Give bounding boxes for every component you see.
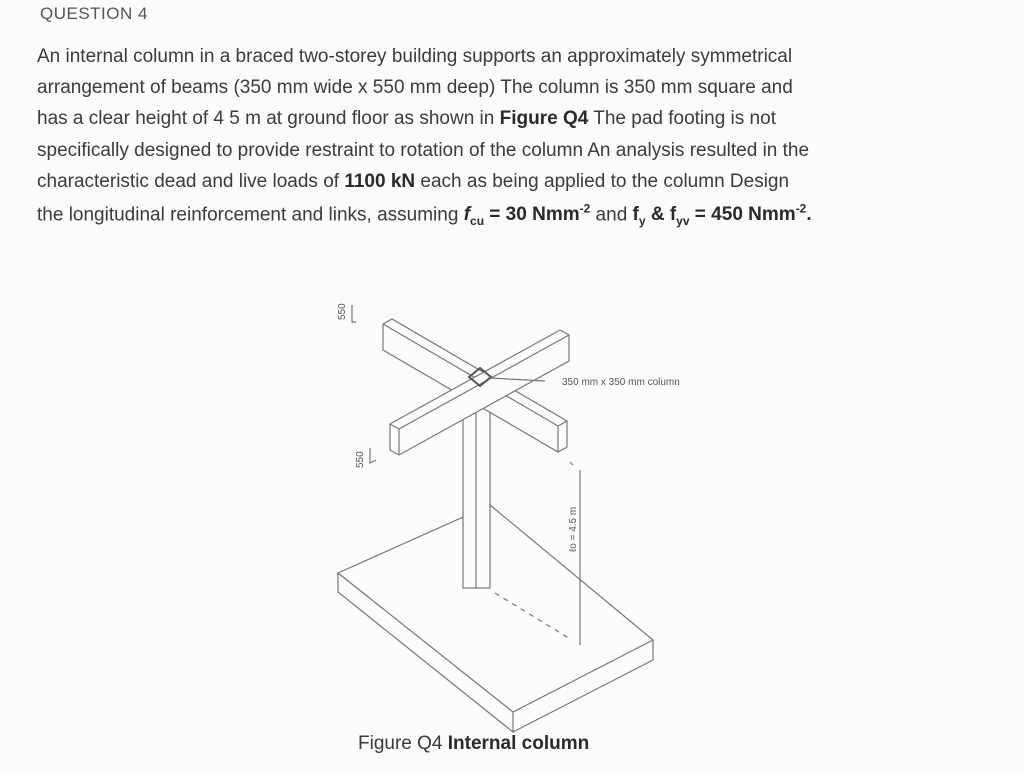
depth-tick-top	[352, 305, 356, 322]
fy-symbol: f	[632, 204, 639, 226]
clear-height-label: ℓo = 4.5 m	[568, 506, 579, 552]
text: characteristic dead and live loads of	[37, 171, 345, 192]
text-line-4: specifically designed to provide restraint to rotation of the column An analysis resulted in the	[37, 140, 810, 161]
depth-tick-bottom	[370, 448, 376, 463]
fyv-subscript: yv	[676, 214, 690, 229]
text: and	[590, 204, 633, 226]
fcu-number: = 30 Nmm	[484, 204, 580, 226]
text: The pad footing is not	[588, 108, 776, 129]
caption-ref: Figure Q4	[358, 733, 443, 754]
fy-subscript: y	[638, 214, 646, 229]
beam-depth-label-bottom: 550	[355, 451, 366, 468]
fcu-subscript: cu	[470, 214, 485, 229]
fyv-number: = 450 Nmm	[689, 204, 796, 226]
beam-depth-label-top: 550	[337, 303, 348, 320]
load-value: 1100 kN	[344, 171, 416, 192]
figure-reference: Figure Q4	[499, 108, 589, 129]
pad-footing	[338, 505, 653, 732]
text: has a clear height of 4 5 m at ground floor as shown in	[37, 108, 500, 129]
question-heading: QUESTION 4	[40, 4, 148, 23]
column-size-label: 350 mm x 350 mm column	[562, 377, 680, 388]
fyv-symbol: & f	[645, 204, 677, 226]
exponent: -2	[795, 202, 807, 216]
caption-text: Internal column	[442, 733, 590, 754]
text-line-1: An internal column in a braced two-storey building supports an approximately symmetrical	[37, 46, 793, 67]
text: each as being applied to the column Design	[415, 171, 790, 192]
fcu-symbol: f	[463, 204, 471, 226]
exponent: -2	[579, 202, 591, 216]
text: the longitudinal reinforcement and links, assuming	[37, 204, 464, 226]
text: .	[806, 204, 812, 226]
text-line-2: arrangement of beams (350 mm wide x 550 mm deep) The column is 350 mm square and	[37, 77, 793, 98]
figure-caption	[358, 733, 589, 755]
